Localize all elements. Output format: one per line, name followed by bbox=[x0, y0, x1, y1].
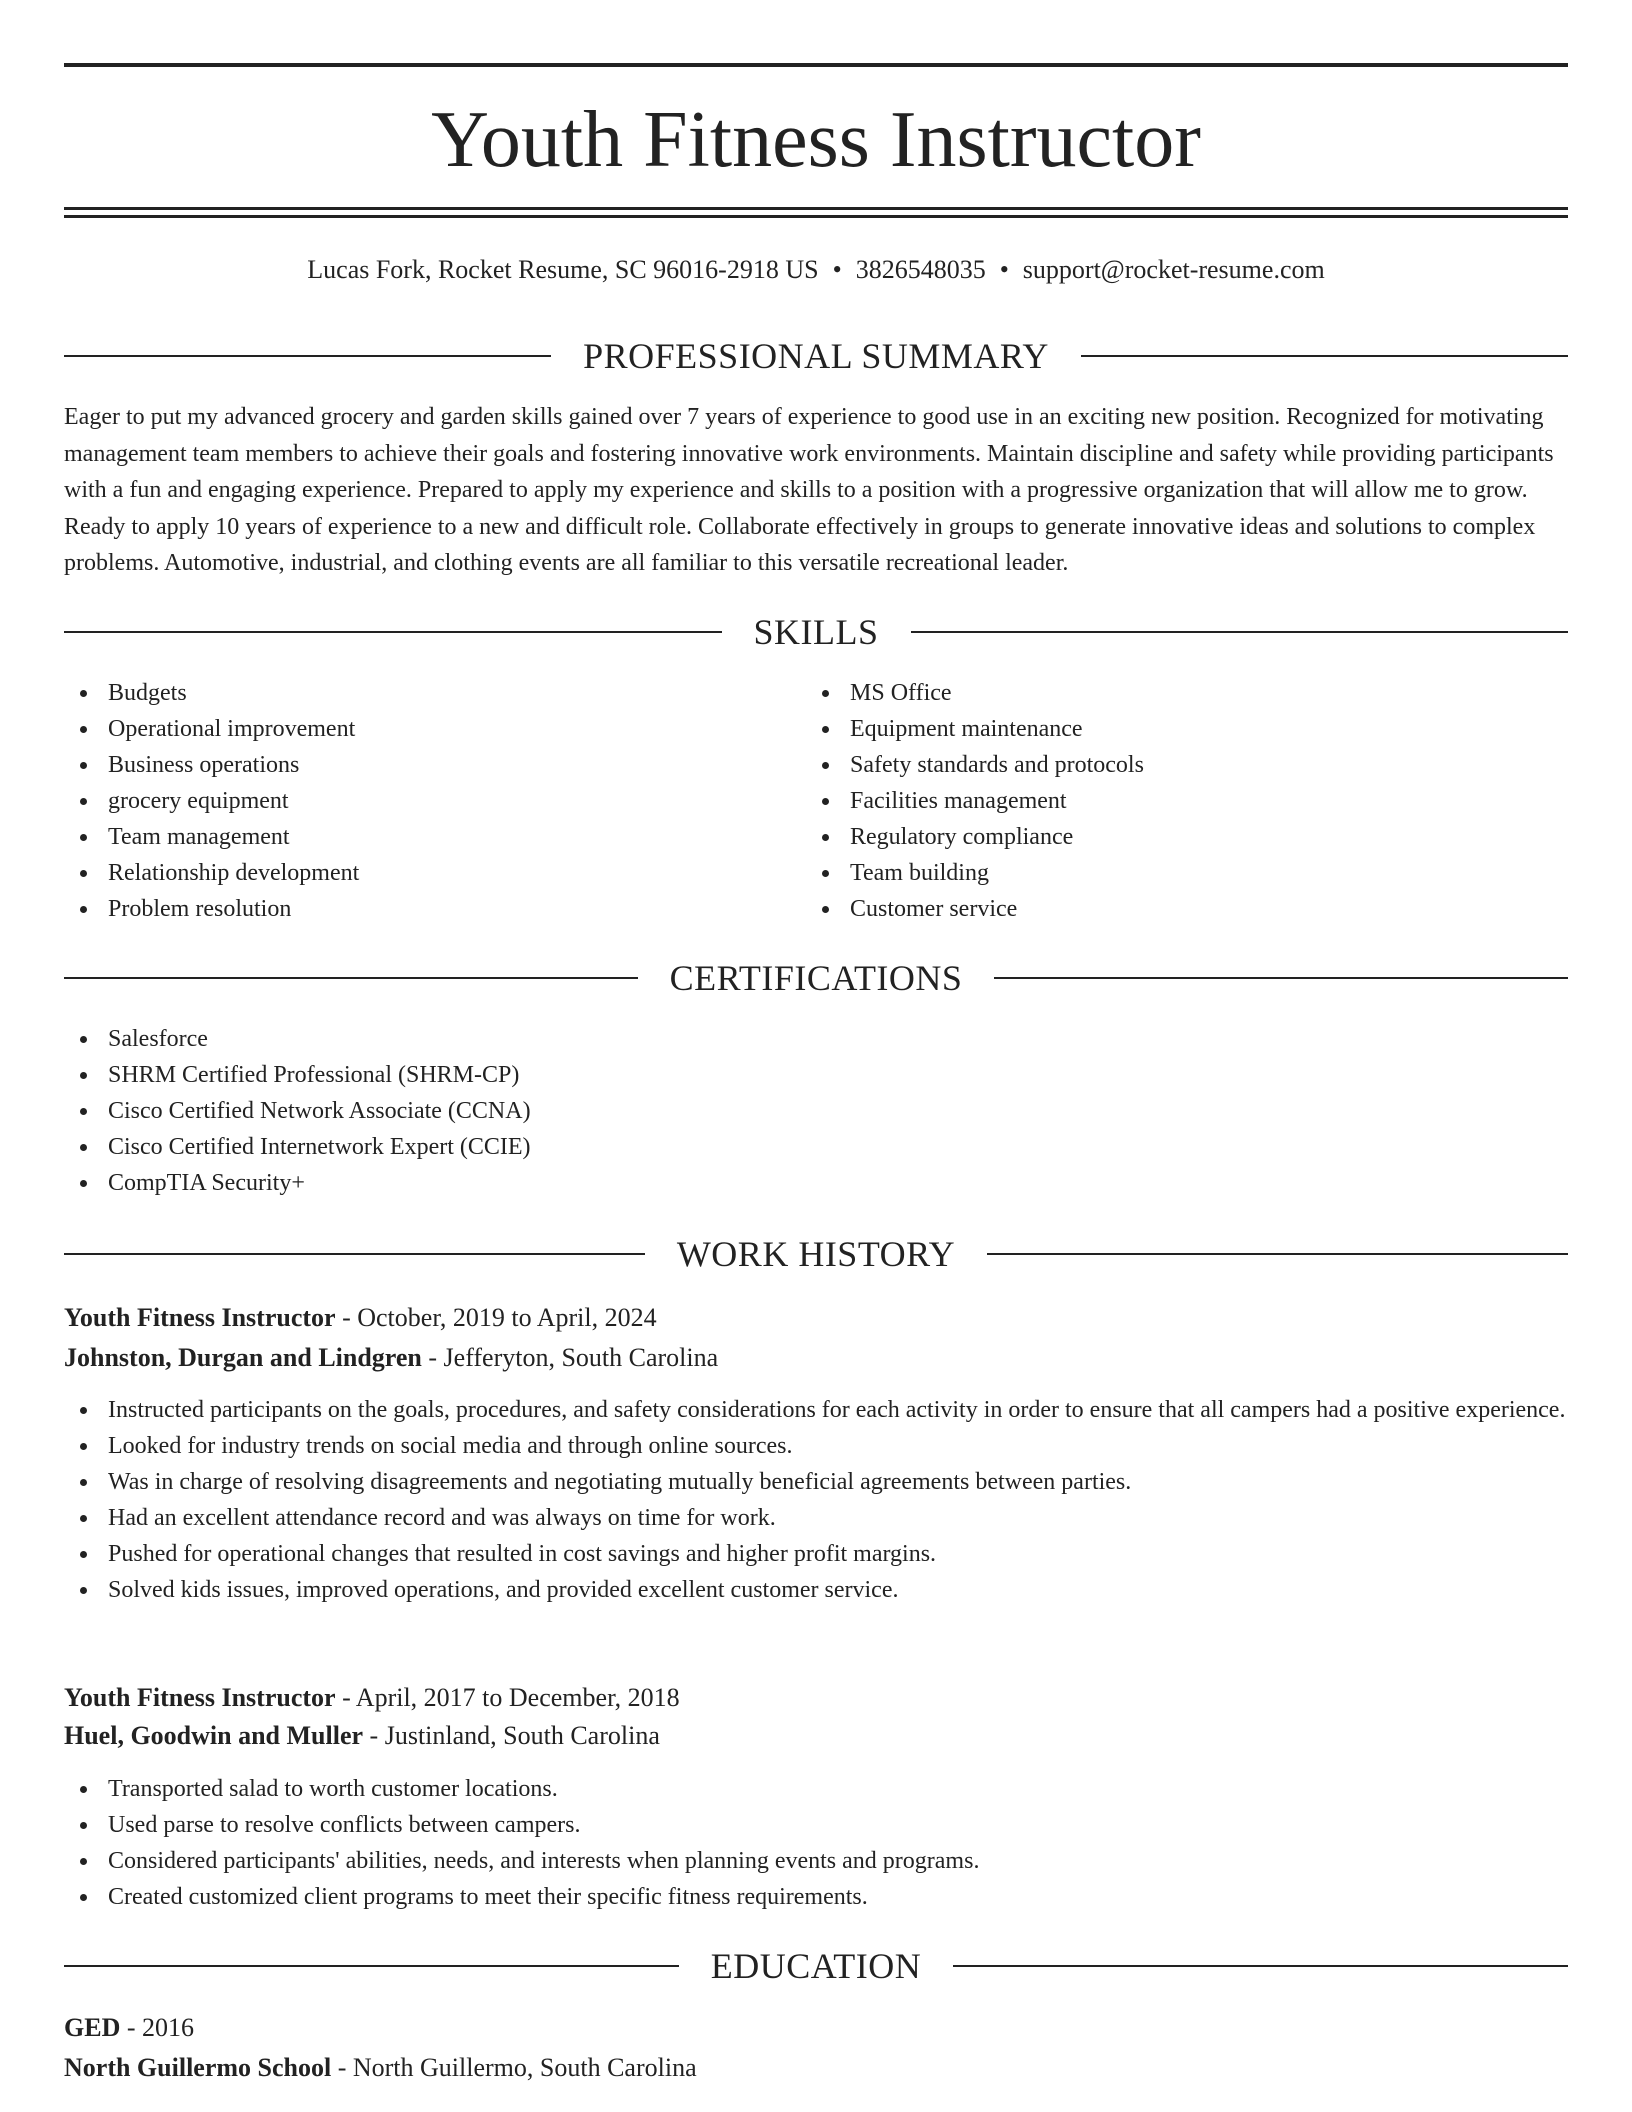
job-company: Huel, Goodwin and Muller bbox=[64, 1721, 364, 1750]
education-year: - 2016 bbox=[120, 2013, 195, 2042]
job-location: - Justinland, South Carolina bbox=[363, 1721, 660, 1750]
skill-item: Safety standards and protocols bbox=[806, 747, 1566, 783]
job-location: - Jefferyton, South Carolina bbox=[421, 1343, 719, 1372]
divider-line bbox=[911, 631, 1569, 633]
skill-item: Equipment maintenance bbox=[806, 711, 1566, 747]
divider-line bbox=[987, 1253, 1568, 1255]
job-title-line bbox=[64, 1680, 1568, 1716]
certifications-heading bbox=[64, 956, 1568, 1000]
certifications-list bbox=[64, 1021, 1568, 1201]
job-company-line bbox=[64, 1340, 1568, 1376]
summary-heading bbox=[64, 334, 1568, 378]
job-title: Youth Fitness Instructor bbox=[64, 1303, 336, 1332]
skill-item: Business operations bbox=[64, 747, 804, 783]
skill-item: Relationship development bbox=[64, 855, 804, 891]
job-duty-item: Created customized client programs to meet their specific fitness requirements. bbox=[64, 1879, 1568, 1915]
contact-email: support@rocket-resume.com bbox=[1022, 255, 1325, 284]
divider-line bbox=[64, 1253, 645, 1255]
job-dates: - April, 2017 to December, 2018 bbox=[335, 1683, 680, 1712]
section-title: CERTIFICATIONS bbox=[669, 958, 963, 998]
job-duty-item: Transported salad to worth customer locations. bbox=[64, 1771, 1568, 1807]
job-duty-item: Solved kids issues, improved operations, and provided excellent customer service. bbox=[64, 1572, 1568, 1608]
contact-line bbox=[64, 252, 1568, 288]
skill-item: Customer service bbox=[806, 891, 1566, 927]
job-duty-item: Used parse to resolve conflicts between campers. bbox=[64, 1807, 1568, 1843]
job-duty-item: Pushed for operational changes that resulted in cost savings and higher profit margins. bbox=[64, 1536, 1568, 1572]
skill-item: Budgets bbox=[64, 675, 804, 711]
skill-item: Regulatory compliance bbox=[806, 819, 1566, 855]
title-rule-lower bbox=[64, 215, 1568, 218]
job-duty-item: Had an excellent attendance record and was always on time for work. bbox=[64, 1500, 1568, 1536]
education-location: - North Guillermo, South Carolina bbox=[331, 2053, 697, 2082]
job-duty-item: Looked for industry trends on social media and through online sources. bbox=[64, 1428, 1568, 1464]
job-duty-item: Considered participants' abilities, needs, and interests when planning events and programs. bbox=[64, 1843, 1568, 1879]
divider-line bbox=[1081, 355, 1568, 357]
certification-item: CompTIA Security+ bbox=[64, 1165, 1568, 1201]
resume-title: Youth Fitness Instructor bbox=[431, 96, 1201, 184]
certification-item: Cisco Certified Network Associate (CCNA) bbox=[64, 1093, 1568, 1129]
skills-list-right bbox=[806, 675, 1566, 927]
education-school-line bbox=[64, 2050, 1568, 2086]
job-company-line bbox=[64, 1718, 1568, 1754]
skill-item: Problem resolution bbox=[64, 891, 804, 927]
certification-item: Salesforce bbox=[64, 1021, 1568, 1057]
skill-item: Operational improvement bbox=[64, 711, 804, 747]
job-duty-item: Instructed participants on the goals, procedures, and safety considerations for each activity in order to ensure that all campers had a positive experience. bbox=[64, 1392, 1568, 1428]
section-title: SKILLS bbox=[753, 612, 879, 652]
job-duties-list bbox=[64, 1771, 1568, 1915]
divider-line bbox=[953, 1965, 1568, 1967]
education-degree: GED bbox=[64, 2013, 121, 2042]
section-title: PROFESSIONAL SUMMARY bbox=[583, 336, 1049, 376]
section-title: EDUCATION bbox=[710, 1946, 922, 1986]
title-rule-upper bbox=[64, 207, 1568, 210]
skill-item: Team management bbox=[64, 819, 804, 855]
contact-address: Lucas Fork, Rocket Resume, SC 96016-2918 US bbox=[307, 255, 819, 284]
job-duties-list bbox=[64, 1392, 1568, 1608]
skill-item: grocery equipment bbox=[64, 783, 804, 819]
certification-item: SHRM Certified Professional (SHRM-CP) bbox=[64, 1057, 1568, 1093]
job-dates: - October, 2019 to April, 2024 bbox=[335, 1303, 657, 1332]
skill-item: Facilities management bbox=[806, 783, 1566, 819]
job-duty-item: Was in charge of resolving disagreements and negotiating mutually beneficial agreements between parties. bbox=[64, 1464, 1568, 1500]
divider-line bbox=[64, 355, 551, 357]
divider-line bbox=[64, 631, 722, 633]
education-heading bbox=[64, 1944, 1568, 1988]
divider-line bbox=[64, 977, 638, 979]
divider-line bbox=[64, 1965, 679, 1967]
contact-phone: 3826548035 bbox=[855, 255, 986, 284]
education-school: North Guillermo School bbox=[64, 2053, 332, 2082]
section-title: WORK HISTORY bbox=[676, 1234, 956, 1274]
summary-text: Eager to put my advanced grocery and garden skills gained over 7 years of experience to good use in an exciting new position. Recognized for motivating management team members to achieve their goals and fostering innovative work environments. Maintain discipline and safety while providing participants with a fun and engaging experience. Prepared to apply my experience and skills to a position with a progressive organization that will allow me to grow. Ready to apply 10 years of experience to a new and difficult role. Collaborate effectively in groups to generate innovative ideas and solutions to complex problems. Automotive, industrial, and clothing events are all familiar to this versatile recreational leader. bbox=[64, 404, 1554, 576]
contact-separator: • bbox=[999, 255, 1009, 284]
work-history-heading bbox=[64, 1232, 1568, 1276]
skills-list-left bbox=[64, 675, 804, 927]
skill-item: Team building bbox=[806, 855, 1566, 891]
contact-separator: • bbox=[832, 255, 842, 284]
job-title: Youth Fitness Instructor bbox=[64, 1683, 336, 1712]
skills-heading bbox=[64, 610, 1568, 654]
certification-item: Cisco Certified Internetwork Expert (CCIE) bbox=[64, 1129, 1568, 1165]
education-degree-line bbox=[64, 2010, 1568, 2046]
top-rule bbox=[64, 63, 1568, 67]
job-company: Johnston, Durgan and Lindgren bbox=[64, 1343, 422, 1372]
skill-item: MS Office bbox=[806, 675, 1566, 711]
job-title-line bbox=[64, 1300, 1568, 1336]
divider-line bbox=[994, 977, 1568, 979]
